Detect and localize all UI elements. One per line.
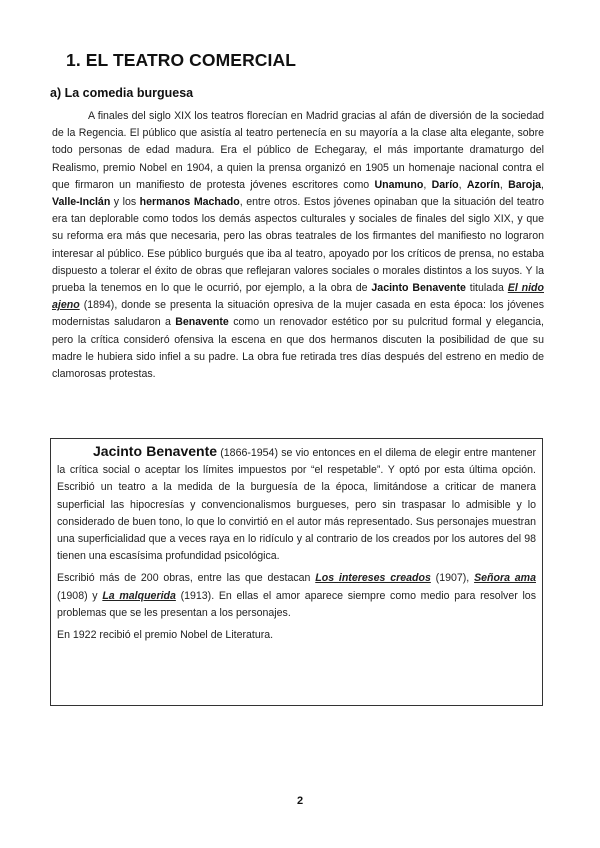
author-info-content	[57, 443, 536, 649]
text-run: y los	[110, 196, 140, 209]
author-name: Azorín	[466, 178, 500, 191]
author-name: Jacinto Benavente	[371, 282, 466, 295]
author-name: Baroja	[508, 178, 542, 191]
nobel-note: En 1922 recibió el premio Nobel de Literatura.	[57, 629, 274, 642]
box-author-name: Jacinto Benavente	[93, 443, 218, 459]
text-run: Escribió más de 200 obras, entre las que destacan	[57, 572, 316, 585]
text-run: A finales del siglo XIX los teatros florecían en Madrid gracias al afán de diversión de la sociedad de la Regencia. El público que asistía al teatro pertenecía en su mayoría a la clase alta elegante, sobre todo personas de edad madura. Era el público de Echegaray, el más importante dramaturgo del Realismo, premio Nobel en 1904, a quien la prensa organizó en 1905 un homenaje nacional contra el que firmaron un manifiesto de protesta jóvenes escritores como	[52, 110, 544, 191]
text-run: (1894), donde se presenta la situación opresiva de la mujer casada en esta época: los jóvenes modernistas saludaron a	[52, 299, 544, 329]
text-run: ,	[499, 178, 509, 191]
work-title: Los intereses creados	[315, 572, 431, 585]
page-number: 2	[296, 795, 304, 807]
text-run: ,	[541, 178, 544, 191]
text-run: , entre otros. Estos jóvenes opinaban que la situación del teatro era tan deplorable como todos los demás aspectos culturales y sociales de finales del siglo XIX, y que su reforma era más que necesaria, pero las obras teatrales de los firmantes del manifiesto no lograron interesar al público. Ese público burgués que iba al teatro, apoyado por los críticos de prensa, no estaba dispuesto a tolerar el éxito de obras que reflejaran valores sociales o morales distintos a los suyos. Y la prueba la tenemos en lo que le ocurrió, por ejemplo, a la obra de	[52, 196, 544, 295]
text-run: ,	[458, 178, 467, 191]
subsection-heading: a) La comedia burguesa	[50, 86, 194, 100]
text-run: titulada	[465, 282, 508, 295]
work-title: La malquerida	[102, 589, 176, 602]
intro-paragraph	[52, 108, 544, 383]
work-title: Señora ama	[474, 572, 536, 585]
text-run: . En ellas el amor aparece siempre como medio para resolver los problemas que se les presentan a los personajes.	[57, 589, 536, 619]
author-name: Unamuno	[374, 178, 424, 191]
text-run: (1907),	[430, 572, 475, 585]
author-name: Valle-Inclán	[52, 196, 111, 209]
text-run: (1908) y	[57, 589, 103, 602]
text-run: ,	[423, 178, 432, 191]
section-heading: 1. EL TEATRO COMERCIAL	[66, 50, 297, 70]
text-run: (1866-1954) se vio entonces en el dilema de elegir entre mantener la crítica social o aceptar los límites impuestos por “el respetable”. Y optó por esta última opción. Escribió un teatro a la medida de la burguesía de la época, limitándose a criticar de manera superficial las hipocresías y convencionalismos burgueses, pero sin traspasar lo admisible y lo considerado de buen tono, lo que lo convirtió en el autor más representado. Sus personajes muestran una superficialidad que a veces raya en lo ridículo y al contrario de los creados por los autores del 98 tienen una escasísima profundidad psicológica.	[57, 447, 536, 563]
author-name: hermanos Machado	[139, 196, 240, 209]
author-name: Benavente	[175, 316, 229, 329]
work-title: El nido ajeno	[52, 282, 544, 312]
author-info-box	[50, 438, 543, 706]
text-run: como un renovador estético por su pulcritud formal y elegancia, pero la crítica consideró ofensiva la escena en que dos hermanos discuten la posibilidad de que su madre le hubiera sido infiel a su padre. La obra fue retirada tres días después del estreno en medio de clamorosas protestas.	[52, 316, 544, 381]
text-run: (1913)	[175, 589, 212, 602]
author-name: Darío	[431, 178, 459, 191]
